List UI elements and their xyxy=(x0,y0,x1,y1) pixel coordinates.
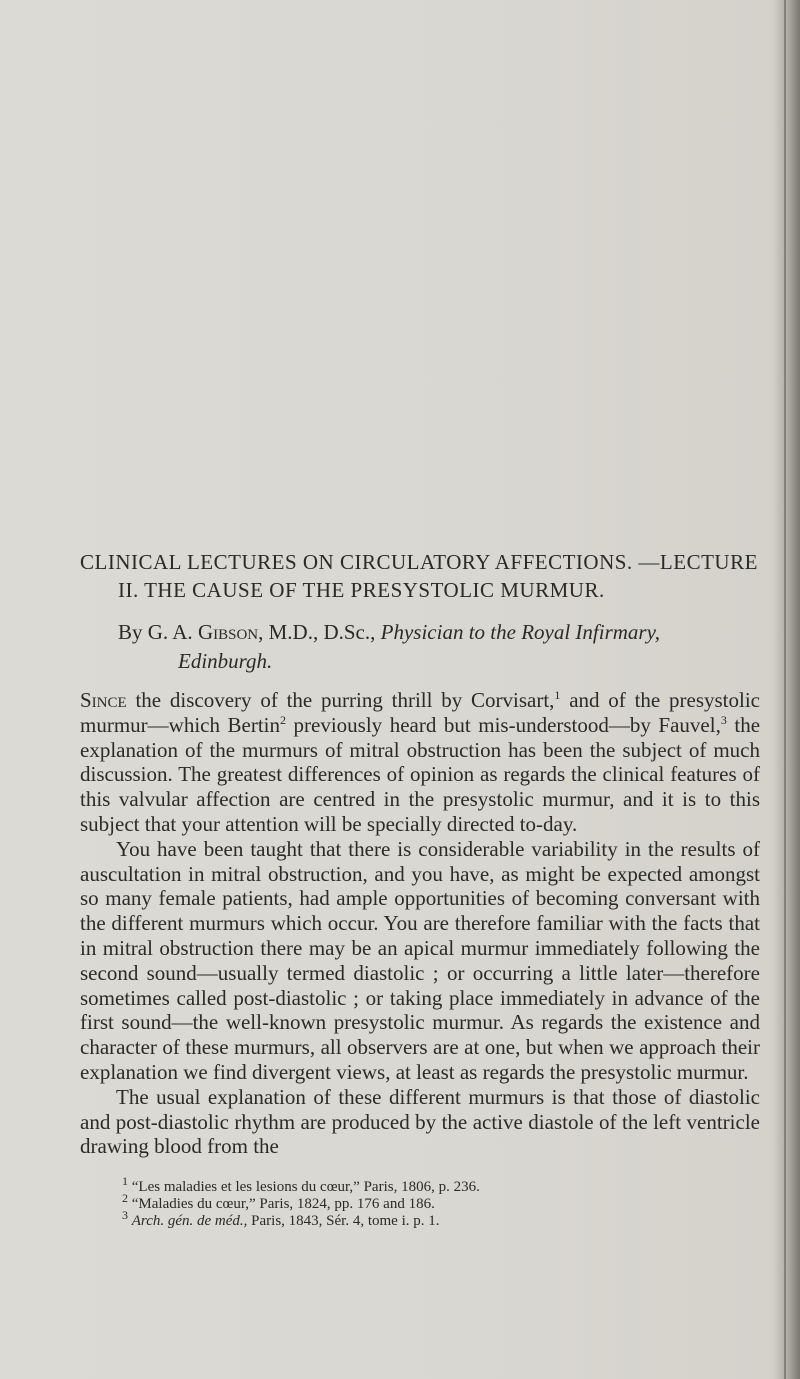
page-edge-shadow xyxy=(774,0,800,1379)
author-degrees: , M.D., D.Sc., xyxy=(258,620,381,644)
binding-edge-line xyxy=(784,0,786,1379)
footnote-3 xyxy=(122,1208,760,1230)
paragraph-lead-word: Since xyxy=(80,688,127,712)
footnote-3-text: , Paris, 1843, Sér. 4, tome i. p. 1. xyxy=(243,1213,440,1230)
footnote-1-mark: 1 xyxy=(122,1174,128,1189)
article-title: CLINICAL LECTURES ON CIRCULATORY AFFECTIONS. —LECTURE II. THE CAUSE OF THE PRESYSTOLIC MURMUR. xyxy=(80,550,758,602)
paragraph-2: You have been taught that there is considerable variability in the results of auscultation in mitral obstruction, and you have, as might be expected amongst so many female patients, had ample opportunities of becoming conversant with the different murmurs which occur. You are therefore familiar with the facts that in mitral obstruction there may be an apical murmur immediately following the second sound—usually termed diastolic ; or occurring a little later—therefore sometimes called post-diastolic ; or taking place immediately in advance of the first sound—the well-known presystolic murmur. As regards the existence and character of these murmurs, all observers are at one, but when we approach their explanation we find divergent views, at least as regards the presystolic murmur. xyxy=(80,836,760,1084)
paragraph-1 xyxy=(80,688,760,837)
footnote-3-title: Arch. gén. de méd. xyxy=(131,1213,244,1230)
paragraph-1-text-b: and of the presystolic murmur—which Bertin xyxy=(80,688,760,737)
footnote-2-text: “Maladies du cœur,” Paris, 1824, pp. 176 and 186. xyxy=(131,1196,435,1213)
paragraph-3: The usual explanation of these different murmurs is that those of diastolic and post-diastolic rhythm are produced by the active diastole of the left ventricle drawing blood from the xyxy=(80,1084,760,1159)
paragraph-1-text-d: the explanation of the murmurs of mitral obstruction has been the subject of much discussion. The greatest differences of opinion as regards the clinical features of this valvular affection are centred in the presystolic murmur, and it is to this subject that your attention will be specially directed to-day. xyxy=(80,712,761,836)
footnotes xyxy=(80,1174,760,1230)
paragraph-1-text-c: previously heard but mis-understood—by Fauvel, xyxy=(286,712,721,737)
footnote-2-mark: 2 xyxy=(122,1191,128,1206)
footnote-1-text: “Les maladies et les lesions du cœur,” Paris, 1806, p. 236. xyxy=(131,1179,480,1196)
author-name: Gibson xyxy=(197,620,259,644)
footnote-ref-1: 1 xyxy=(554,688,561,702)
author-position: Physician to the Royal Infirmary, xyxy=(380,620,661,644)
byline-prefix: By G. A. xyxy=(118,620,198,644)
paragraph-1-text-a: the discovery of the purring thrill by Corvisart, xyxy=(126,688,555,712)
footnote-2 xyxy=(122,1191,760,1213)
footnote-1 xyxy=(122,1174,760,1196)
footnote-ref-2: 2 xyxy=(280,712,286,727)
footnote-3-mark: 3 xyxy=(122,1208,128,1223)
author-place: Edinburgh. xyxy=(178,649,273,673)
footnote-ref-3: 3 xyxy=(720,712,727,727)
byline xyxy=(80,618,760,676)
article xyxy=(80,548,760,1230)
